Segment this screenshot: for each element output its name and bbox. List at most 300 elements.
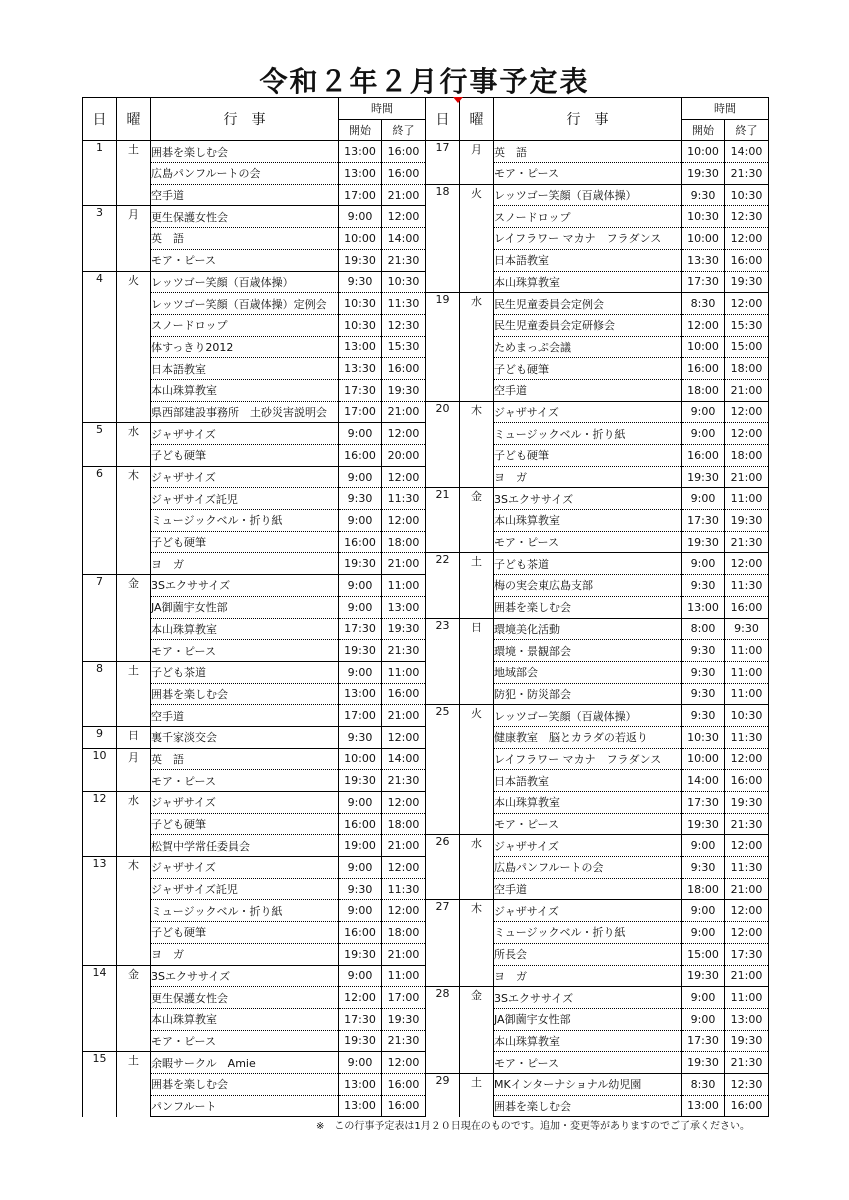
start-time-cell: 9:30	[682, 705, 725, 727]
event-name-cell: スノードロップ	[151, 314, 339, 336]
end-time-cell: 18:00	[725, 445, 769, 467]
day-cell: 28	[426, 987, 460, 1074]
event-name-cell: モア・ピース	[151, 770, 339, 792]
table-row	[426, 835, 769, 857]
table-row	[83, 1052, 426, 1074]
event-name-cell: 子ども茶道	[151, 661, 339, 683]
event-name-cell: 空手道	[494, 379, 682, 401]
event-name-cell: 3Sエクササイズ	[151, 965, 339, 987]
event-name-cell: スノードロップ	[494, 206, 682, 228]
event-name-cell: 民生児童委員会定研修会	[494, 314, 682, 336]
start-time-cell: 13:00	[339, 163, 382, 185]
end-time-cell: 21:00	[725, 379, 769, 401]
end-time-cell: 11:00	[382, 661, 426, 683]
event-name-cell: 本山珠算教室	[494, 510, 682, 532]
table-row	[83, 965, 426, 987]
end-time-cell: 20:00	[382, 445, 426, 467]
event-name-cell: モア・ピース	[151, 249, 339, 271]
table-row	[83, 661, 426, 683]
event-name-cell: 子ども硬筆	[151, 922, 339, 944]
start-time-cell: 19:30	[682, 163, 725, 185]
day-cell: 20	[426, 401, 460, 488]
end-time-cell: 16:00	[382, 358, 426, 380]
table-row	[83, 726, 426, 748]
end-time-cell: 21:00	[382, 553, 426, 575]
start-time-cell: 17:30	[682, 510, 725, 532]
event-name-cell: 空手道	[151, 184, 339, 206]
table-row	[83, 748, 426, 770]
end-time-cell: 11:00	[725, 987, 769, 1009]
event-name-cell: 子ども硬筆	[494, 445, 682, 467]
event-name-cell: ミュージックベル・折り紙	[151, 510, 339, 532]
event-name-cell: 広島パンフルートの会	[151, 163, 339, 185]
table-row	[426, 293, 769, 315]
start-time-cell: 19:30	[339, 553, 382, 575]
event-name-cell: MKインターナショナル幼児園	[494, 1073, 682, 1095]
day-cell: 25	[426, 705, 460, 835]
event-name-cell: 本山珠算教室	[151, 1008, 339, 1030]
start-time-cell: 13:30	[682, 249, 725, 271]
event-name-cell: レイフラワー マカナ フラダンス	[494, 748, 682, 770]
end-time-cell: 21:30	[382, 1030, 426, 1052]
end-time-cell: 14:00	[382, 228, 426, 250]
header-end: 終了	[725, 119, 769, 141]
end-time-cell: 12:00	[725, 401, 769, 423]
end-time-cell: 18:00	[382, 813, 426, 835]
weekday-cell: 日	[117, 726, 151, 748]
end-time-cell: 21:30	[382, 249, 426, 271]
end-time-cell: 12:00	[725, 922, 769, 944]
end-time-cell: 19:30	[725, 792, 769, 814]
start-time-cell: 12:00	[339, 987, 382, 1009]
end-time-cell: 12:00	[725, 293, 769, 315]
start-time-cell: 8:30	[682, 293, 725, 315]
start-time-cell: 13:00	[682, 596, 725, 618]
event-name-cell: ジャザサイズ託児	[151, 878, 339, 900]
end-time-cell: 10:30	[725, 184, 769, 206]
table-row	[426, 987, 769, 1009]
start-time-cell: 14:00	[682, 770, 725, 792]
event-name-cell: 英 語	[151, 748, 339, 770]
event-name-cell: 広島パンフルートの会	[494, 857, 682, 879]
end-time-cell: 21:30	[725, 531, 769, 553]
weekday-cell: 日	[460, 618, 494, 705]
start-time-cell: 9:30	[682, 640, 725, 662]
end-time-cell: 15:00	[725, 336, 769, 358]
weekday-cell: 火	[117, 271, 151, 423]
weekday-cell: 火	[460, 184, 494, 292]
end-time-cell: 12:00	[382, 900, 426, 922]
end-time-cell: 12:00	[725, 228, 769, 250]
footnote: ※ この行事予定表は1月２０日現在のものです。追加・変更等がありますのでご了承ください。	[316, 1121, 750, 1132]
table-row	[83, 423, 426, 445]
header-weekday: 曜	[117, 98, 151, 141]
end-time-cell: 17:00	[382, 987, 426, 1009]
day-cell: 12	[83, 792, 117, 857]
event-name-cell: 子ども硬筆	[151, 445, 339, 467]
start-time-cell: 18:00	[682, 379, 725, 401]
table-row	[83, 575, 426, 597]
end-time-cell: 11:00	[725, 683, 769, 705]
end-time-cell: 21:00	[382, 184, 426, 206]
start-time-cell: 9:00	[682, 987, 725, 1009]
start-time-cell: 9:00	[339, 466, 382, 488]
start-time-cell: 9:00	[682, 401, 725, 423]
end-time-cell: 21:30	[725, 163, 769, 185]
end-time-cell: 21:00	[382, 835, 426, 857]
event-name-cell: ミュージックベル・折り紙	[494, 922, 682, 944]
event-name-cell: モア・ピース	[151, 1030, 339, 1052]
end-time-cell: 16:00	[725, 1095, 769, 1117]
start-time-cell: 15:00	[682, 943, 725, 965]
event-name-cell: モア・ピース	[494, 1052, 682, 1074]
event-name-cell: 子ども茶道	[494, 553, 682, 575]
end-time-cell: 12:00	[382, 206, 426, 228]
start-time-cell: 9:00	[339, 661, 382, 683]
end-time-cell: 15:30	[725, 314, 769, 336]
event-name-cell: ヨ ガ	[494, 466, 682, 488]
event-name-cell: 地域部会	[494, 661, 682, 683]
table-row	[83, 271, 426, 293]
weekday-cell: 水	[117, 423, 151, 466]
end-time-cell: 9:30	[725, 618, 769, 640]
start-time-cell: 10:00	[339, 748, 382, 770]
start-time-cell: 13:00	[682, 1095, 725, 1117]
weekday-cell: 月	[460, 141, 494, 184]
end-time-cell: 19:30	[382, 618, 426, 640]
start-time-cell: 9:30	[339, 271, 382, 293]
event-name-cell: モア・ピース	[494, 163, 682, 185]
table-row	[426, 184, 769, 206]
end-time-cell: 12:30	[725, 1073, 769, 1095]
start-time-cell: 9:00	[682, 1008, 725, 1030]
end-time-cell: 18:00	[382, 531, 426, 553]
schedule-body-left	[83, 141, 426, 1117]
start-time-cell: 9:00	[339, 510, 382, 532]
start-time-cell: 17:30	[339, 1008, 382, 1030]
header-event: 行 事	[494, 98, 682, 141]
event-name-cell: ジャザサイズ	[151, 857, 339, 879]
event-name-cell: ジャザサイズ	[151, 792, 339, 814]
weekday-cell: 土	[460, 553, 494, 618]
header-weekday: 曜	[460, 98, 494, 141]
event-name-cell: レッツゴー笑顔（百歳体操）	[151, 271, 339, 293]
day-cell: 19	[426, 293, 460, 401]
schedule-table-right	[425, 97, 769, 1117]
start-time-cell: 10:00	[682, 141, 725, 163]
event-name-cell: 県西部建設事務所 土砂災害説明会	[151, 401, 339, 423]
end-time-cell: 12:00	[725, 553, 769, 575]
table-row	[83, 206, 426, 228]
start-time-cell: 9:30	[339, 726, 382, 748]
start-time-cell: 17:00	[339, 401, 382, 423]
event-name-cell: 3Sエクササイズ	[494, 987, 682, 1009]
end-time-cell: 17:30	[725, 943, 769, 965]
start-time-cell: 10:30	[339, 314, 382, 336]
start-time-cell: 19:00	[339, 835, 382, 857]
start-time-cell: 9:30	[682, 683, 725, 705]
event-name-cell: 囲碁を楽しむ会	[494, 596, 682, 618]
comment-marker-icon	[453, 97, 463, 103]
event-name-cell: モア・ピース	[151, 640, 339, 662]
start-time-cell: 9:00	[682, 488, 725, 510]
end-time-cell: 11:00	[725, 661, 769, 683]
event-name-cell: 囲碁を楽しむ会	[494, 1095, 682, 1117]
end-time-cell: 11:30	[725, 575, 769, 597]
event-name-cell: ミュージックベル・折り紙	[494, 423, 682, 445]
header-event: 行 事	[151, 98, 339, 141]
event-name-cell: ジャザサイズ	[494, 835, 682, 857]
start-time-cell: 16:00	[339, 445, 382, 467]
event-name-cell: 英 語	[494, 141, 682, 163]
table-row	[426, 488, 769, 510]
header-time: 時間	[682, 98, 769, 120]
table-row	[426, 553, 769, 575]
event-name-cell: 更生保護女性会	[151, 206, 339, 228]
start-time-cell: 9:00	[682, 922, 725, 944]
event-name-cell: ためまっぷ会議	[494, 336, 682, 358]
start-time-cell: 9:00	[682, 900, 725, 922]
start-time-cell: 9:00	[339, 900, 382, 922]
start-time-cell: 16:00	[339, 922, 382, 944]
end-time-cell: 21:30	[382, 770, 426, 792]
end-time-cell: 10:30	[382, 271, 426, 293]
weekday-cell: 土	[460, 1073, 494, 1116]
header-start: 開始	[339, 119, 382, 141]
event-name-cell: JA御薗宇女性部	[151, 596, 339, 618]
header-start: 開始	[682, 119, 725, 141]
end-time-cell: 21:30	[725, 1052, 769, 1074]
weekday-cell: 火	[460, 705, 494, 835]
start-time-cell: 9:00	[339, 206, 382, 228]
event-name-cell: 日本語教室	[494, 249, 682, 271]
schedule-body-right	[426, 141, 769, 1117]
start-time-cell: 17:30	[682, 792, 725, 814]
start-time-cell: 13:00	[339, 141, 382, 163]
end-time-cell: 12:00	[382, 792, 426, 814]
table-row	[426, 141, 769, 163]
start-time-cell: 9:00	[339, 575, 382, 597]
header-end: 終了	[382, 119, 426, 141]
event-name-cell: 日本語教室	[494, 770, 682, 792]
event-name-cell: 囲碁を楽しむ会	[151, 683, 339, 705]
weekday-cell: 土	[117, 661, 151, 726]
day-cell: 1	[83, 141, 117, 206]
end-time-cell: 12:00	[725, 900, 769, 922]
event-name-cell: 裏千家淡交会	[151, 726, 339, 748]
end-time-cell: 19:30	[382, 1008, 426, 1030]
start-time-cell: 17:30	[339, 379, 382, 401]
start-time-cell: 16:00	[682, 445, 725, 467]
event-name-cell: 更生保護女性会	[151, 987, 339, 1009]
event-name-cell: モア・ピース	[494, 531, 682, 553]
day-cell: 8	[83, 661, 117, 726]
end-time-cell: 14:00	[725, 141, 769, 163]
start-time-cell: 9:00	[339, 857, 382, 879]
end-time-cell: 18:00	[725, 358, 769, 380]
end-time-cell: 11:00	[725, 640, 769, 662]
start-time-cell: 10:30	[339, 293, 382, 315]
day-cell: 7	[83, 575, 117, 662]
weekday-cell: 水	[460, 293, 494, 401]
start-time-cell: 17:00	[339, 184, 382, 206]
end-time-cell: 12:00	[382, 726, 426, 748]
start-time-cell: 10:30	[682, 726, 725, 748]
start-time-cell: 16:00	[682, 358, 725, 380]
start-time-cell: 9:00	[339, 792, 382, 814]
end-time-cell: 19:30	[725, 271, 769, 293]
day-cell: 4	[83, 271, 117, 423]
event-name-cell: 健康教室 脳とカラダの若返り	[494, 726, 682, 748]
end-time-cell: 21:00	[382, 943, 426, 965]
start-time-cell: 9:00	[682, 835, 725, 857]
event-name-cell: 子ども硬筆	[151, 531, 339, 553]
start-time-cell: 19:30	[339, 770, 382, 792]
start-time-cell: 9:30	[682, 184, 725, 206]
end-time-cell: 12:00	[382, 1052, 426, 1074]
event-name-cell: 松賀中学常任委員会	[151, 835, 339, 857]
start-time-cell: 19:30	[682, 466, 725, 488]
end-time-cell: 19:30	[725, 510, 769, 532]
weekday-cell: 木	[117, 857, 151, 965]
end-time-cell: 11:30	[382, 488, 426, 510]
table-row	[83, 857, 426, 879]
end-time-cell: 12:00	[382, 857, 426, 879]
weekday-cell: 金	[117, 575, 151, 662]
end-time-cell: 12:00	[725, 748, 769, 770]
start-time-cell: 10:00	[682, 228, 725, 250]
day-cell: 26	[426, 835, 460, 900]
event-name-cell: 空手道	[151, 705, 339, 727]
event-name-cell: 3Sエクササイズ	[151, 575, 339, 597]
end-time-cell: 21:00	[382, 401, 426, 423]
event-name-cell: 囲碁を楽しむ会	[151, 1073, 339, 1095]
event-name-cell: 環境・景観部会	[494, 640, 682, 662]
event-name-cell: 日本語教室	[151, 358, 339, 380]
start-time-cell: 17:30	[682, 271, 725, 293]
table-row	[426, 401, 769, 423]
start-time-cell: 18:00	[682, 878, 725, 900]
day-cell: 3	[83, 206, 117, 271]
end-time-cell: 21:00	[382, 705, 426, 727]
end-time-cell: 12:00	[382, 466, 426, 488]
event-name-cell: モア・ピース	[494, 813, 682, 835]
end-time-cell: 12:00	[725, 835, 769, 857]
header-time: 時間	[339, 98, 426, 120]
table-row	[426, 900, 769, 922]
day-cell: 29	[426, 1073, 460, 1116]
start-time-cell: 17:00	[339, 705, 382, 727]
end-time-cell: 12:00	[382, 423, 426, 445]
start-time-cell: 9:30	[682, 575, 725, 597]
event-name-cell: 本山珠算教室	[494, 1030, 682, 1052]
start-time-cell: 17:30	[339, 618, 382, 640]
day-cell: 13	[83, 857, 117, 965]
end-time-cell: 21:30	[382, 640, 426, 662]
start-time-cell: 9:00	[682, 423, 725, 445]
weekday-cell: 水	[117, 792, 151, 857]
start-time-cell: 19:30	[682, 965, 725, 987]
event-name-cell: 空手道	[494, 878, 682, 900]
day-cell: 22	[426, 553, 460, 618]
start-time-cell: 16:00	[339, 531, 382, 553]
day-cell: 9	[83, 726, 117, 748]
end-time-cell: 16:00	[725, 770, 769, 792]
table-row	[83, 141, 426, 163]
weekday-cell: 木	[460, 401, 494, 488]
table-row	[83, 792, 426, 814]
start-time-cell: 10:00	[339, 228, 382, 250]
end-time-cell: 16:00	[382, 1095, 426, 1117]
end-time-cell: 15:30	[382, 336, 426, 358]
start-time-cell: 19:30	[682, 1052, 725, 1074]
end-time-cell: 11:30	[382, 293, 426, 315]
end-time-cell: 21:00	[725, 466, 769, 488]
start-time-cell: 13:00	[339, 683, 382, 705]
event-name-cell: 本山珠算教室	[151, 379, 339, 401]
end-time-cell: 11:00	[382, 965, 426, 987]
start-time-cell: 13:00	[339, 336, 382, 358]
start-time-cell: 10:00	[682, 748, 725, 770]
end-time-cell: 11:30	[725, 857, 769, 879]
start-time-cell: 9:00	[339, 965, 382, 987]
event-name-cell: 防犯・防災部会	[494, 683, 682, 705]
end-time-cell: 21:00	[725, 878, 769, 900]
start-time-cell: 9:30	[339, 488, 382, 510]
end-time-cell: 16:00	[382, 163, 426, 185]
start-time-cell: 13:00	[339, 1095, 382, 1117]
event-name-cell: 本山珠算教室	[494, 271, 682, 293]
event-name-cell: ヨ ガ	[151, 553, 339, 575]
start-time-cell: 19:30	[339, 1030, 382, 1052]
end-time-cell: 11:00	[725, 488, 769, 510]
end-time-cell: 13:00	[382, 596, 426, 618]
end-time-cell: 16:00	[725, 249, 769, 271]
weekday-cell: 金	[460, 488, 494, 553]
weekday-cell: 木	[460, 900, 494, 987]
event-name-cell: パンフルート	[151, 1095, 339, 1117]
day-cell: 10	[83, 748, 117, 791]
event-name-cell: ジャザサイズ	[151, 423, 339, 445]
weekday-cell: 金	[117, 965, 151, 1052]
end-time-cell: 14:00	[382, 748, 426, 770]
start-time-cell: 10:00	[682, 336, 725, 358]
day-cell: 27	[426, 900, 460, 987]
end-time-cell: 18:00	[382, 922, 426, 944]
start-time-cell: 8:00	[682, 618, 725, 640]
event-name-cell: 子ども硬筆	[151, 813, 339, 835]
event-name-cell: レッツゴー笑顔（百歳体操）定例会	[151, 293, 339, 315]
end-time-cell: 16:00	[382, 1073, 426, 1095]
table-row	[83, 466, 426, 488]
event-name-cell: 囲碁を楽しむ会	[151, 141, 339, 163]
start-time-cell: 9:00	[339, 423, 382, 445]
start-time-cell: 9:30	[682, 661, 725, 683]
start-time-cell: 10:30	[682, 206, 725, 228]
event-name-cell: 3Sエクササイズ	[494, 488, 682, 510]
start-time-cell: 19:30	[339, 640, 382, 662]
day-cell: 14	[83, 965, 117, 1052]
weekday-cell: 土	[117, 1052, 151, 1117]
day-cell: 17	[426, 141, 460, 184]
end-time-cell: 12:30	[382, 314, 426, 336]
event-name-cell: ジャザサイズ	[494, 401, 682, 423]
start-time-cell: 8:30	[682, 1073, 725, 1095]
start-time-cell: 9:30	[682, 857, 725, 879]
end-time-cell: 21:00	[725, 965, 769, 987]
table-row	[426, 1073, 769, 1095]
event-name-cell: レイフラワー マカナ フラダンス	[494, 228, 682, 250]
